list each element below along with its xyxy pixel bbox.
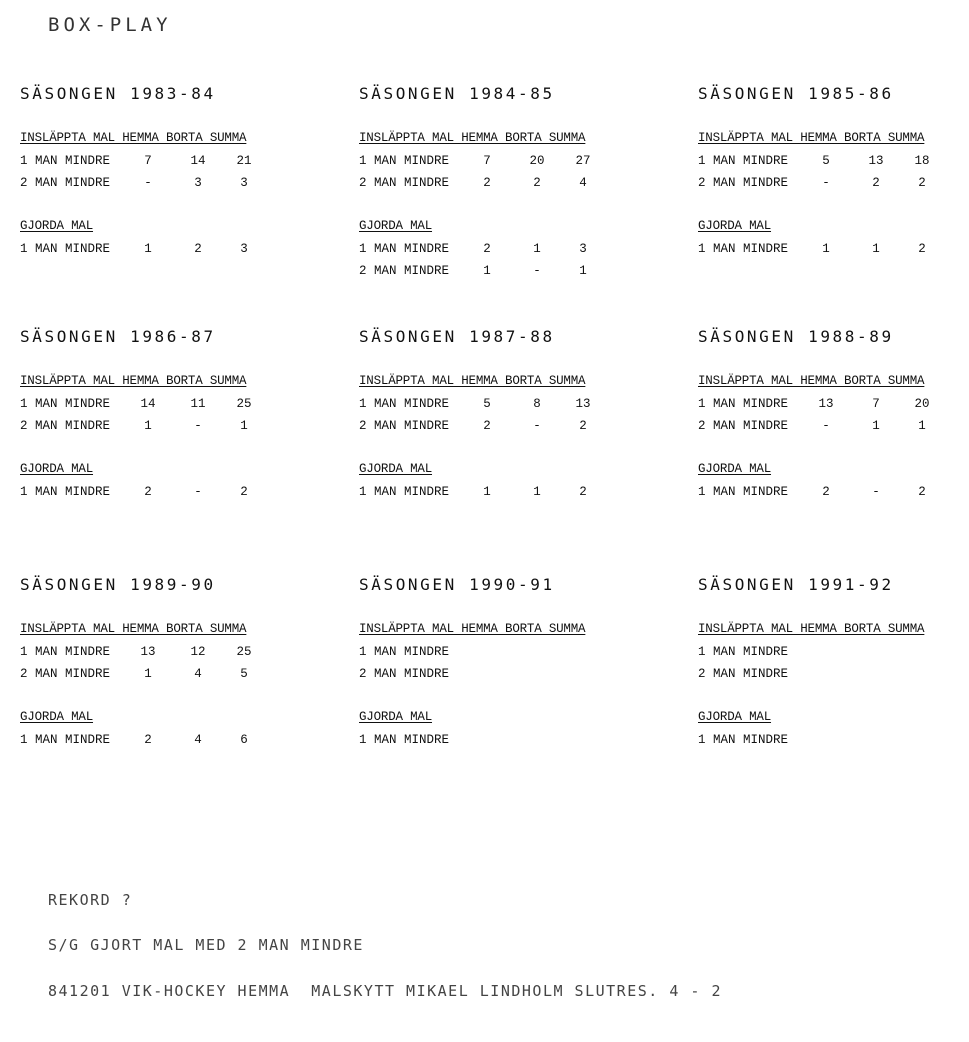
scored-goals-header: GJORDA MAL	[359, 710, 433, 724]
table-row	[359, 397, 619, 415]
conceded-goals-header: INSLÄPPTA MAL HEMMA BORTA SUMMA	[359, 374, 586, 388]
record-detail: 841201 VIK-HOCKEY HEMMA MALSKYTT MIKAEL LINDHOLM SLUTRES. 4 - 2	[48, 982, 722, 1000]
summa-value: 21	[236, 153, 252, 168]
row-label: 2 MAN MINDRE	[698, 176, 789, 190]
row-label: 2 MAN MINDRE	[359, 419, 450, 433]
table-row	[359, 154, 619, 172]
record-heading: REKORD ?	[48, 891, 133, 909]
hemma-value: 7	[483, 153, 491, 168]
borta-value: 1	[872, 419, 880, 433]
summa-value: 25	[236, 396, 252, 411]
hemma-value: 2	[144, 732, 152, 747]
season-title: SÄSONGEN 1983-84	[20, 84, 216, 103]
table-row	[359, 176, 619, 194]
hemma-value: 13	[818, 396, 834, 411]
borta-value: 1	[533, 241, 541, 256]
borta-value: 11	[190, 396, 206, 411]
summa-value: 2	[918, 484, 926, 499]
table-row	[359, 419, 619, 437]
table-row	[20, 645, 280, 663]
row-label: 1 MAN MINDRE	[698, 396, 789, 411]
summa-value: 2	[918, 176, 926, 190]
scored-goals-header: GJORDA MAL	[698, 710, 772, 724]
row-label: 2 MAN MINDRE	[698, 667, 789, 681]
table-row	[20, 733, 280, 751]
row-label: 1 MAN MINDRE	[20, 644, 111, 659]
season-title: SÄSONGEN 1984-85	[359, 84, 555, 103]
table-row	[359, 264, 619, 282]
borta-value: -	[194, 484, 202, 499]
borta-value: -	[533, 419, 541, 433]
row-label: 2 MAN MINDRE	[359, 264, 450, 278]
borta-value: 2	[194, 241, 202, 256]
hemma-value: 1	[483, 264, 491, 278]
row-label: 1 MAN MINDRE	[698, 644, 789, 659]
borta-value: 12	[190, 644, 206, 659]
conceded-goals-header: INSLÄPPTA MAL HEMMA BORTA SUMMA	[20, 622, 247, 636]
hemma-value: 1	[144, 241, 152, 256]
scored-goals-header: GJORDA MAL	[20, 462, 94, 476]
borta-value: 2	[872, 176, 880, 190]
summa-value: 2	[579, 419, 587, 433]
row-label: 2 MAN MINDRE	[359, 176, 450, 190]
summa-value: 2	[579, 484, 587, 499]
season-title: SÄSONGEN 1987-88	[359, 327, 555, 346]
row-label: 1 MAN MINDRE	[359, 644, 450, 659]
row-label: 2 MAN MINDRE	[20, 419, 111, 433]
conceded-goals-header: INSLÄPPTA MAL HEMMA BORTA SUMMA	[698, 374, 925, 388]
summa-value: 1	[579, 264, 587, 278]
season-title: SÄSONGEN 1990-91	[359, 575, 555, 594]
hemma-value: 2	[483, 241, 491, 256]
table-row	[698, 667, 958, 685]
table-row	[20, 176, 280, 194]
borta-value: 7	[872, 396, 880, 411]
table-row	[20, 154, 280, 172]
conceded-goals-header: INSLÄPPTA MAL HEMMA BORTA SUMMA	[359, 131, 586, 145]
season-title: SÄSONGEN 1986-87	[20, 327, 216, 346]
season-title: SÄSONGEN 1988-89	[698, 327, 894, 346]
hemma-value: 2	[483, 419, 491, 433]
hemma-value: 5	[483, 396, 491, 411]
hemma-value: 2	[144, 484, 152, 499]
borta-value: 1	[533, 484, 541, 499]
hemma-value: 1	[822, 241, 830, 256]
table-row	[359, 733, 619, 751]
row-label: 1 MAN MINDRE	[698, 241, 789, 256]
row-label: 1 MAN MINDRE	[20, 396, 111, 411]
row-label: 1 MAN MINDRE	[359, 153, 450, 168]
summa-value: 1	[918, 419, 926, 433]
table-row	[698, 733, 958, 751]
scored-goals-header: GJORDA MAL	[20, 219, 94, 233]
table-row	[20, 419, 280, 437]
summa-value: 2	[918, 241, 926, 256]
borta-value: 13	[868, 153, 884, 168]
page-title: BOX-PLAY	[48, 14, 172, 36]
borta-value: 2	[533, 176, 541, 190]
hemma-value: 5	[822, 153, 830, 168]
row-label: 1 MAN MINDRE	[20, 732, 111, 747]
table-row	[359, 242, 619, 260]
borta-value: 4	[194, 732, 202, 747]
row-label: 1 MAN MINDRE	[359, 484, 450, 499]
record-description: S/G GJORT MAL MED 2 MAN MINDRE	[48, 936, 364, 954]
summa-value: 27	[575, 153, 591, 168]
summa-value: 25	[236, 644, 252, 659]
table-row	[359, 485, 619, 503]
summa-value: 6	[240, 732, 248, 747]
season-title: SÄSONGEN 1991-92	[698, 575, 894, 594]
borta-value: 4	[194, 667, 202, 681]
row-label: 1 MAN MINDRE	[20, 241, 111, 256]
table-row	[359, 645, 619, 663]
table-row	[20, 667, 280, 685]
scored-goals-header: GJORDA MAL	[359, 462, 433, 476]
hemma-value: 2	[483, 176, 491, 190]
row-label: 1 MAN MINDRE	[698, 484, 789, 499]
borta-value: 1	[872, 241, 880, 256]
scored-goals-header: GJORDA MAL	[359, 219, 433, 233]
hemma-value: -	[822, 419, 830, 433]
hemma-value: 1	[144, 667, 152, 681]
borta-value: 3	[194, 176, 202, 190]
row-label: 1 MAN MINDRE	[20, 153, 111, 168]
borta-value: -	[872, 484, 880, 499]
borta-value: 20	[529, 153, 545, 168]
summa-value: 5	[240, 667, 248, 681]
row-label: 1 MAN MINDRE	[698, 732, 789, 747]
hemma-value: -	[144, 176, 152, 190]
row-label: 1 MAN MINDRE	[20, 484, 111, 499]
borta-value: -	[533, 264, 541, 278]
summa-value: 18	[914, 153, 930, 168]
borta-value: 8	[533, 396, 541, 411]
table-row	[698, 242, 958, 260]
summa-value: 1	[240, 419, 248, 433]
row-label: 2 MAN MINDRE	[698, 419, 789, 433]
borta-value: -	[194, 419, 202, 433]
hemma-value: 1	[483, 484, 491, 499]
hemma-value: 14	[140, 396, 156, 411]
season-title: SÄSONGEN 1989-90	[20, 575, 216, 594]
row-label: 2 MAN MINDRE	[359, 667, 450, 681]
row-label: 2 MAN MINDRE	[20, 667, 111, 681]
table-row	[20, 242, 280, 260]
table-row	[698, 419, 958, 437]
summa-value: 2	[240, 484, 248, 499]
row-label: 1 MAN MINDRE	[698, 153, 789, 168]
hemma-value: 2	[822, 484, 830, 499]
table-row	[698, 397, 958, 415]
table-row	[698, 154, 958, 172]
conceded-goals-header: INSLÄPPTA MAL HEMMA BORTA SUMMA	[359, 622, 586, 636]
row-label: 1 MAN MINDRE	[359, 396, 450, 411]
summa-value: 3	[240, 241, 248, 256]
scored-goals-header: GJORDA MAL	[20, 710, 94, 724]
summa-value: 20	[914, 396, 930, 411]
conceded-goals-header: INSLÄPPTA MAL HEMMA BORTA SUMMA	[698, 131, 925, 145]
table-row	[359, 667, 619, 685]
summa-value: 4	[579, 176, 587, 190]
table-row	[698, 176, 958, 194]
conceded-goals-header: INSLÄPPTA MAL HEMMA BORTA SUMMA	[20, 131, 247, 145]
season-title: SÄSONGEN 1985-86	[698, 84, 894, 103]
summa-value: 13	[575, 396, 591, 411]
conceded-goals-header: INSLÄPPTA MAL HEMMA BORTA SUMMA	[20, 374, 247, 388]
borta-value: 14	[190, 153, 206, 168]
hemma-value: 1	[144, 419, 152, 433]
conceded-goals-header: INSLÄPPTA MAL HEMMA BORTA SUMMA	[698, 622, 925, 636]
hemma-value: 13	[140, 644, 156, 659]
scored-goals-header: GJORDA MAL	[698, 219, 772, 233]
table-row	[20, 485, 280, 503]
hemma-value: 7	[144, 153, 152, 168]
table-row	[20, 397, 280, 415]
hemma-value: -	[822, 176, 830, 190]
summa-value: 3	[579, 241, 587, 256]
table-row	[698, 485, 958, 503]
row-label: 2 MAN MINDRE	[20, 176, 111, 190]
row-label: 1 MAN MINDRE	[359, 732, 450, 747]
table-row	[698, 645, 958, 663]
row-label: 1 MAN MINDRE	[359, 241, 450, 256]
scored-goals-header: GJORDA MAL	[698, 462, 772, 476]
summa-value: 3	[240, 176, 248, 190]
